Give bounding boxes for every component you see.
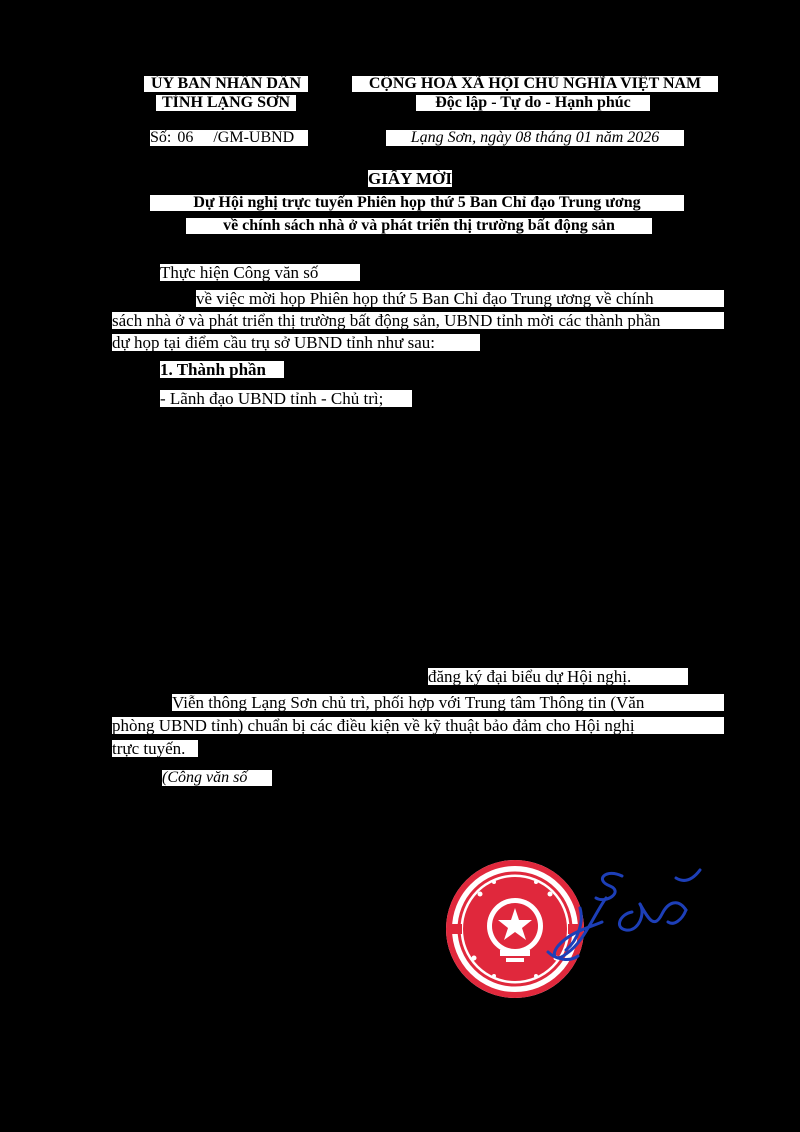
body-para2-line2: phòng UBND tỉnh) chuẩn bị các điều kiện về kỹ thuật bảo đảm cho Hội nghị xyxy=(112,717,724,734)
body-para2-line1: Viễn thông Lạng Sơn chủ trì, phối hợp với Trung tâm Thông tin (Văn xyxy=(172,694,724,711)
doc-number-label: Số: xyxy=(150,129,172,146)
registration-text: đăng ký đại biểu dự Hội nghị. xyxy=(428,668,688,685)
document-title: GIẤY MỜI xyxy=(368,169,452,188)
doc-code: /GM-UBND xyxy=(213,129,295,146)
body-para1-line2: về việc mời họp Phiên họp thứ 5 Ban Chỉ đạo Trung ương về chính xyxy=(196,290,724,307)
national-title: CỘNG HOÀ XÃ HỘI CHỦ NGHĨA VIỆT NAM xyxy=(352,76,718,92)
national-motto: Độc lập - Tự do - Hạnh phúc xyxy=(416,95,650,111)
section-heading: 1. Thành phần xyxy=(160,361,284,378)
doc-number-value: 06 xyxy=(177,129,194,146)
section-item: - Lãnh đạo UBND tỉnh - Chủ trì; xyxy=(160,390,412,407)
attachment-note: (Công văn số xyxy=(162,770,272,786)
agency-name-line1: ỦY BAN NHÂN DÂN xyxy=(144,76,308,92)
agency-name-line2: TỈNH LẠNG SƠN xyxy=(156,95,296,111)
body-para1-line1: Thực hiện Công văn số xyxy=(160,264,360,281)
body-para1-line4: dự họp tại điểm cầu trụ sở UBND tỉnh như sau: xyxy=(112,334,480,351)
body-para2-line3: trực tuyến. xyxy=(112,740,198,757)
place-date: Lạng Sơn, ngày 08 tháng 01 năm 2026 xyxy=(386,130,684,146)
document-subtitle-line2: về chính sách nhà ở và phát triển thị trường bất động sản xyxy=(186,218,652,234)
body-para1-line3: sách nhà ở và phát triển thị trường bất động sản, UBND tỉnh mời các thành phần xyxy=(112,312,724,329)
signature-icon xyxy=(536,858,706,976)
document-subtitle-line1: Dự Hội nghị trực tuyến Phiên họp thứ 5 Ban Chỉ đạo Trung ương xyxy=(150,195,684,211)
doc-number xyxy=(150,130,308,146)
